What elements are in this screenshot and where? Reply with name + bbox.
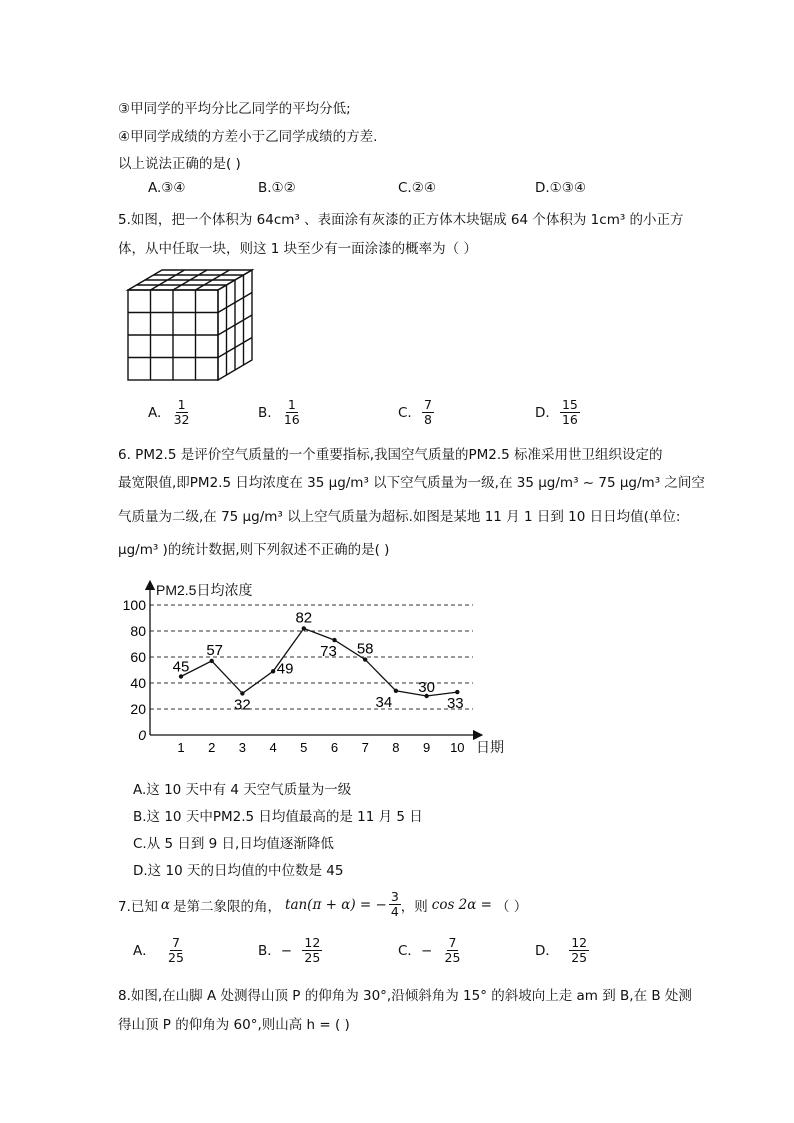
cube-figure [122,266,264,386]
q8-line-2: 得山顶 P 的仰角为 60°,则山高 h = ( ) [118,1017,350,1033]
data-label: 33 [446,695,464,713]
q6-option-a: A.这 10 天中有 4 天空气质量为一级 [133,782,352,798]
data-point [271,669,275,673]
q7-option-b: B．− $\frac{12}{25}$ [258,935,321,966]
data-label: 32 [234,696,251,714]
q5-option-b: B. $\frac{1}{16}$ [258,397,300,428]
q5-line-1: 5.如图，把一个体积为 64cm³ 、表面涂有灰漆的正方体木块锯成 64 个体积为 1cm³ 的小正方 [118,212,684,228]
y-tick-label: 0 [138,727,146,743]
q4-statement-4: ④甲同学成绩的方差小于乙同学成绩的方差. [118,129,378,145]
data-label: 45 [172,658,190,676]
q4-option-b: B.①② [258,180,296,196]
q7-option-d: D． $\frac{12}{25}$ [535,935,588,966]
x-tick-label: 1 [177,740,185,755]
q7-line: 7.已知 α 是第二象限的角， tan(π + α) = − $\frac{3}{4}$ ，则 cos 2α = （ ） [118,889,528,920]
pm25-line-chart [122,575,513,760]
data-point [240,691,244,695]
data-label: 82 [295,609,313,627]
x-tick-label: 8 [392,740,400,755]
q4-prompt: 以上说法正确的是( ) [118,156,241,172]
x-tick-label: 6 [330,740,339,755]
q5-option-c: C. $\frac{7}{8}$ [398,397,432,428]
y-tick-label: 40 [130,675,146,691]
y-tick-label: 20 [130,701,146,717]
x-tick-label: 4 [269,740,277,755]
x-tick-label: 9 [422,740,431,755]
data-label: 57 [206,641,224,659]
y-tick-label: 60 [130,649,146,665]
data-label: 58 [356,640,374,658]
q6-option-c: C.从 5 日到 9 日,日均值逐渐降低 [133,836,334,852]
q4-option-a: A.③④ [148,180,186,196]
data-point [332,638,336,642]
x-tick-label: 10 [450,740,465,755]
q4-statement-3: ③甲同学的平均分比乙同学的平均分低; [118,101,351,117]
q5-option-a: A. $\frac{1}{32}$ [148,397,190,428]
q6-option-b: B.这 10 天中PM2.5 日均值最高的是 11 月 5 日 [133,809,423,825]
q6-line-2: 最宽限值,即PM2.5 日均浓度在 35 μg/m³ 以下空气质量为一级,在 35 μg/m³ ~ 75 μg/m³ 之间空 [118,475,705,491]
q5-line-2: 体，从中任取一块，则这 1 块至少有一面涂漆的概率为（ ） [118,241,477,257]
q7-option-a: A． $\frac{7}{25}$ [133,935,184,966]
q8-line-1: 8.如图,在山脚 A 处测得山顶 P 的仰角为 30°,沿倾斜角为 15° 的斜坡向上走 am 到 B,在 B 处测 [118,988,692,1004]
q4-option-c: C.②④ [398,180,436,196]
y-tick-label: 80 [130,623,146,639]
data-point [210,659,214,663]
series-line [181,628,457,696]
data-label: 73 [320,643,337,661]
data-point [363,657,367,661]
data-point [302,626,306,630]
q6-line-4: μg/m³ )的统计数据,则下列叙述不正确的是( ) [118,542,390,558]
x-tick-label: 5 [300,740,308,755]
q6-line-1: 6. PM2.5 是评价空气质量的一个重要指标,我国空气质量的PM2.5 标准采用世卫组织设定的 [118,447,663,463]
data-label: 49 [276,660,294,678]
data-point [455,690,459,694]
x-tick-label: 2 [208,740,216,755]
data-label: 34 [375,693,393,711]
q6-option-d: D.这 10 天的日均值的中位数是 45 [133,863,344,879]
q7-option-c: C．− $\frac{7}{25}$ [398,935,461,966]
data-label: 30 [418,679,435,696]
x-axis-label: 日期 [476,739,504,755]
q4-option-d: D.①③④ [535,180,586,196]
data-point [394,689,398,693]
chart-title: PM2.5日均浓度 [156,582,253,598]
q5-option-d: D. $\frac{15}{16}$ [535,397,578,428]
y-tick-label: 100 [122,597,146,613]
x-tick-label: 3 [238,740,247,755]
q6-line-3: 气质量为二级,在 75 μg/m³ 以上空气质量为超标.如图是某地 11 月 1 日到 10 日日均值(单位: [118,509,681,525]
x-tick-label: 7 [361,740,369,755]
